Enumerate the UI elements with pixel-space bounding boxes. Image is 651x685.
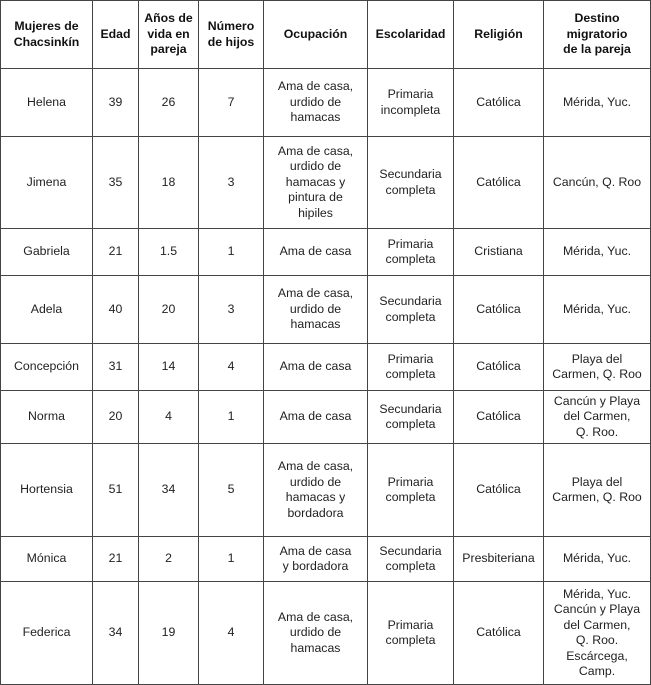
cell-years-couple: 26 [139,69,199,137]
cell-years-couple: 4 [139,391,199,444]
header-row [1,1,651,69]
cell-years-couple: 19 [139,582,199,685]
cell-occupation: Ama de casa, urdido de hamacas [264,69,368,137]
table-row [1,229,651,276]
cell-destination: Mérida, Yuc. Cancún y Playa del Carmen, Q. Roo. Escárcega, Camp. [544,582,651,685]
cell-age: 34 [93,582,139,685]
cell-children: 4 [199,582,264,685]
cell-schooling: Secundaria completa [368,137,454,229]
cell-destination: Cancún y Playa del Carmen, Q. Roo. [544,391,651,444]
cell-years-couple: 18 [139,137,199,229]
cell-destination: Playa del Carmen, Q. Roo [544,344,651,391]
cell-occupation: Ama de casa, urdido de hamacas y pintura de hipiles [264,137,368,229]
cell-schooling: Primaria completa [368,229,454,276]
cell-children: 5 [199,444,264,537]
cell-schooling: Secundaria completa [368,391,454,444]
cell-name: Helena [1,69,93,137]
cell-religion: Presbiteriana [454,537,544,582]
cell-destination: Mérida, Yuc. [544,229,651,276]
cell-occupation: Ama de casa [264,229,368,276]
header-occupation: Ocupación [264,1,368,69]
cell-religion: Católica [454,137,544,229]
cell-destination: Playa del Carmen, Q. Roo [544,444,651,537]
cell-age: 31 [93,344,139,391]
cell-children: 4 [199,344,264,391]
cell-religion: Católica [454,276,544,344]
cell-religion: Católica [454,344,544,391]
cell-destination: Cancún, Q. Roo [544,137,651,229]
cell-religion: Católica [454,69,544,137]
header-children: Número de hijos [199,1,264,69]
cell-occupation: Ama de casa y bordadora [264,537,368,582]
cell-children: 3 [199,276,264,344]
table-row [1,69,651,137]
cell-destination: Mérida, Yuc. [544,69,651,137]
cell-children: 1 [199,391,264,444]
table-row [1,391,651,444]
table-row [1,582,651,685]
cell-age: 21 [93,537,139,582]
cell-occupation: Ama de casa [264,344,368,391]
header-schooling: Escolaridad [368,1,454,69]
cell-name: Federica [1,582,93,685]
cell-religion: Católica [454,391,544,444]
cell-name: Jimena [1,137,93,229]
cell-children: 1 [199,537,264,582]
header-religion: Religión [454,1,544,69]
cell-destination: Mérida, Yuc. [544,537,651,582]
cell-years-couple: 20 [139,276,199,344]
cell-name: Gabriela [1,229,93,276]
cell-religion: Católica [454,582,544,685]
cell-occupation: Ama de casa, urdido de hamacas [264,276,368,344]
table-row [1,344,651,391]
cell-occupation: Ama de casa, urdido de hamacas [264,582,368,685]
cell-schooling: Primaria completa [368,344,454,391]
cell-age: 21 [93,229,139,276]
cell-age: 40 [93,276,139,344]
cell-schooling: Secundaria completa [368,537,454,582]
cell-schooling: Primaria completa [368,582,454,685]
cell-name: Adela [1,276,93,344]
cell-destination: Mérida, Yuc. [544,276,651,344]
cell-children: 3 [199,137,264,229]
table-row [1,137,651,229]
cell-years-couple: 2 [139,537,199,582]
cell-age: 35 [93,137,139,229]
table-row [1,444,651,537]
cell-name: Mónica [1,537,93,582]
cell-age: 51 [93,444,139,537]
header-age: Edad [93,1,139,69]
table-row [1,537,651,582]
cell-occupation: Ama de casa [264,391,368,444]
cell-religion: Cristiana [454,229,544,276]
cell-name: Norma [1,391,93,444]
cell-schooling: Secundaria completa [368,276,454,344]
header-destination: Destino migratorio de la pareja [544,1,651,69]
cell-religion: Católica [454,444,544,537]
cell-schooling: Primaria completa [368,444,454,537]
cell-years-couple: 34 [139,444,199,537]
cell-age: 20 [93,391,139,444]
cell-children: 7 [199,69,264,137]
cell-children: 1 [199,229,264,276]
header-years-couple: Años de vida en pareja [139,1,199,69]
cell-years-couple: 1.5 [139,229,199,276]
table-row [1,276,651,344]
cell-name: Concepción [1,344,93,391]
cell-name: Hortensia [1,444,93,537]
cell-schooling: Primaria incompleta [368,69,454,137]
cell-years-couple: 14 [139,344,199,391]
cell-age: 39 [93,69,139,137]
cell-occupation: Ama de casa, urdido de hamacas y bordadora [264,444,368,537]
header-name: Mujeres de Chacsinkín [1,1,93,69]
